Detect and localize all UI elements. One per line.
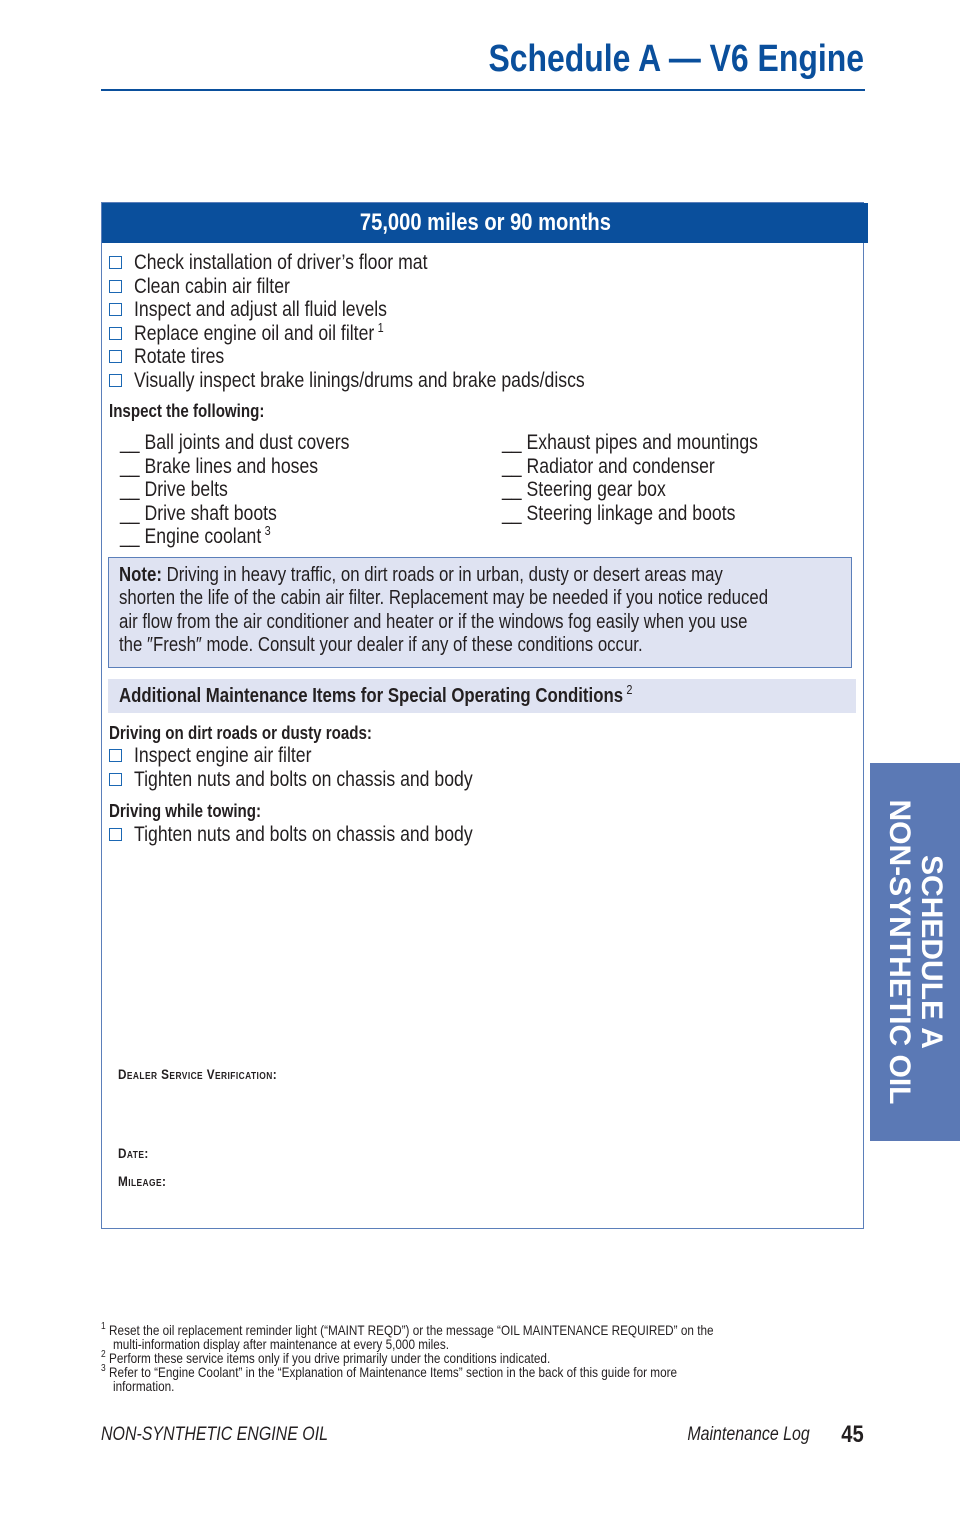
date-text: Date: xyxy=(118,1145,149,1161)
note-line xyxy=(119,564,841,587)
checkbox[interactable] xyxy=(109,828,122,841)
service-checklist xyxy=(109,251,671,392)
special-conditions-bar xyxy=(108,679,856,713)
footnote-ref: 2 xyxy=(626,682,633,698)
footnotes xyxy=(101,1323,865,1393)
inspect-item-text: __ Steering gear box xyxy=(502,478,666,502)
inspect-item-text: __ Ball joints and dust covers xyxy=(120,431,350,454)
checklist-item-text: Visually inspect brake linings/drums and brake pads/discs xyxy=(134,368,585,392)
checklist-item-text: Clean cabin air filter xyxy=(134,274,290,298)
footnote-text: Reset the oil replacement reminder light (“MAINT REQD”) or the message “OIL MAINTENANCE REQUIRED” on the xyxy=(109,1322,714,1338)
mileage-text: Mileage: xyxy=(118,1173,167,1189)
checkbox[interactable] xyxy=(109,303,122,316)
footnote-ref: 1 xyxy=(377,319,384,335)
checklist-item-text: Check installation of driver’s floor mat xyxy=(134,251,428,274)
inspect-item xyxy=(120,455,393,479)
side-tab-text xyxy=(883,800,947,1105)
footer-section-text: NON-SYNTHETIC ENGINE OIL xyxy=(101,1424,329,1445)
dirt-roads-label xyxy=(109,723,422,744)
footnote-3 xyxy=(101,1365,865,1379)
mileage-label xyxy=(118,1173,176,1189)
towing-label xyxy=(109,801,290,822)
checklist-item xyxy=(109,298,671,322)
inspect-label-text: Inspect the following: xyxy=(109,401,265,421)
dirt-roads-label-text: Driving on dirt roads or dusty roads: xyxy=(109,723,372,743)
section-side-tab[interactable] xyxy=(870,763,960,1141)
inspect-item-text: __ Brake lines and hoses xyxy=(120,454,319,478)
page-number-text: 45 xyxy=(841,1421,864,1448)
special-conditions-title: Additional Maintenance Items for Special Operating Conditions xyxy=(119,685,624,707)
checkbox[interactable] xyxy=(109,773,122,786)
footer-log-label xyxy=(664,1424,810,1446)
inspect-item-text: __ Exhaust pipes and mountings xyxy=(502,431,758,454)
interval-header xyxy=(102,203,868,243)
note-line xyxy=(119,587,841,610)
date-label xyxy=(118,1145,155,1161)
inspect-item-text: __ Drive belts xyxy=(120,478,228,502)
checklist-item-text: Inspect engine air filter xyxy=(134,744,312,767)
footer-section-label xyxy=(101,1424,371,1446)
checkbox[interactable] xyxy=(109,327,122,340)
checklist-item xyxy=(109,369,671,393)
checkbox[interactable] xyxy=(109,350,122,363)
inspect-item-text: __ Engine coolant xyxy=(120,525,262,549)
footnote-text: Refer to “Engine Coolant” in the “Explanation of Maintenance Items” section in the back of this guide for more xyxy=(109,1364,678,1380)
towing-checklist xyxy=(109,823,537,847)
title-rule xyxy=(101,89,865,91)
note-line xyxy=(119,611,841,634)
inspect-item xyxy=(120,502,393,526)
footnote-number: 1 xyxy=(101,1321,106,1333)
towing-label-text: Driving while towing: xyxy=(109,801,262,821)
note-text: the ″Fresh″ mode. Consult your dealer if any of these conditions occur. xyxy=(119,634,643,657)
footnote-3-cont xyxy=(101,1379,865,1393)
footnote-number: 2 xyxy=(101,1349,106,1361)
inspect-item xyxy=(502,502,807,526)
checkbox[interactable] xyxy=(109,280,122,293)
inspect-item xyxy=(120,431,393,455)
checklist-item xyxy=(109,319,671,346)
footer-log-text: Maintenance Log xyxy=(687,1424,810,1445)
checkbox[interactable] xyxy=(109,256,122,269)
footnote-ref: 3 xyxy=(264,523,271,539)
note-text: shorten the life of the cabin air filter. Replacement may be needed if you notice reduced xyxy=(119,587,769,610)
checklist-item-text: Replace engine oil and oil filter xyxy=(134,321,375,345)
footnote-text: multi-information display after maintenance at every 5,000 miles. xyxy=(113,1336,449,1352)
inspect-list-right xyxy=(502,431,807,525)
inspect-item-text: __ Radiator and condenser xyxy=(502,454,715,478)
footnote-text: information. xyxy=(113,1378,175,1394)
checklist-item-text: Tighten nuts and bolts on chassis and body xyxy=(134,767,473,791)
note-line xyxy=(119,634,841,657)
checkbox[interactable] xyxy=(109,374,122,387)
checkbox[interactable] xyxy=(109,749,122,762)
note-box xyxy=(108,557,852,668)
dealer-verification-text: Dealer Service Verification: xyxy=(118,1066,278,1082)
footnote-text: Perform these service items only if you drive primarily under the conditions indicated. xyxy=(109,1350,551,1366)
note-text: air flow from the air conditioner and heater or if the windows fog easily when you use xyxy=(119,610,748,633)
inspect-item xyxy=(502,478,807,502)
checklist-item xyxy=(109,345,671,369)
checklist-item xyxy=(109,823,537,847)
inspect-label xyxy=(109,401,294,422)
footnote-number: 3 xyxy=(101,1363,106,1375)
inspect-item xyxy=(120,525,393,549)
dealer-verification-label xyxy=(118,1066,307,1082)
note-text: Driving in heavy traffic, on dirt roads or in urban, dusty or desert areas may xyxy=(166,564,723,586)
checklist-item xyxy=(109,275,671,299)
dirt-roads-checklist xyxy=(109,744,537,791)
inspect-list-left xyxy=(120,431,393,549)
inspect-item-text: __ Steering linkage and boots xyxy=(502,501,736,525)
checklist-item xyxy=(109,744,537,768)
side-tab-line1: SCHEDULE A xyxy=(915,855,948,1049)
side-tab-line2: NON-SYNTHETIC OIL xyxy=(883,799,916,1105)
inspect-item xyxy=(502,455,807,479)
page-number xyxy=(837,1421,864,1449)
checklist-item-text: Tighten nuts and bolts on chassis and body xyxy=(134,823,473,846)
footnote-2 xyxy=(101,1351,865,1365)
checklist-item xyxy=(109,251,671,275)
maintenance-card xyxy=(101,202,864,1229)
footnote-1-cont xyxy=(101,1337,865,1351)
footnote-1 xyxy=(101,1323,865,1337)
interval-header-text: 75,000 miles or 90 months xyxy=(359,209,611,236)
inspect-item xyxy=(502,431,807,455)
page-title-text: Schedule A — V6 Engine xyxy=(488,38,864,80)
inspect-item xyxy=(120,478,393,502)
note-label: Note: xyxy=(119,564,162,586)
page-title xyxy=(417,38,864,81)
inspect-item-text: __ Drive shaft boots xyxy=(120,501,277,525)
checklist-item xyxy=(109,768,537,792)
checklist-item-text: Rotate tires xyxy=(134,345,225,368)
checklist-item-text: Inspect and adjust all fluid levels xyxy=(134,298,387,321)
